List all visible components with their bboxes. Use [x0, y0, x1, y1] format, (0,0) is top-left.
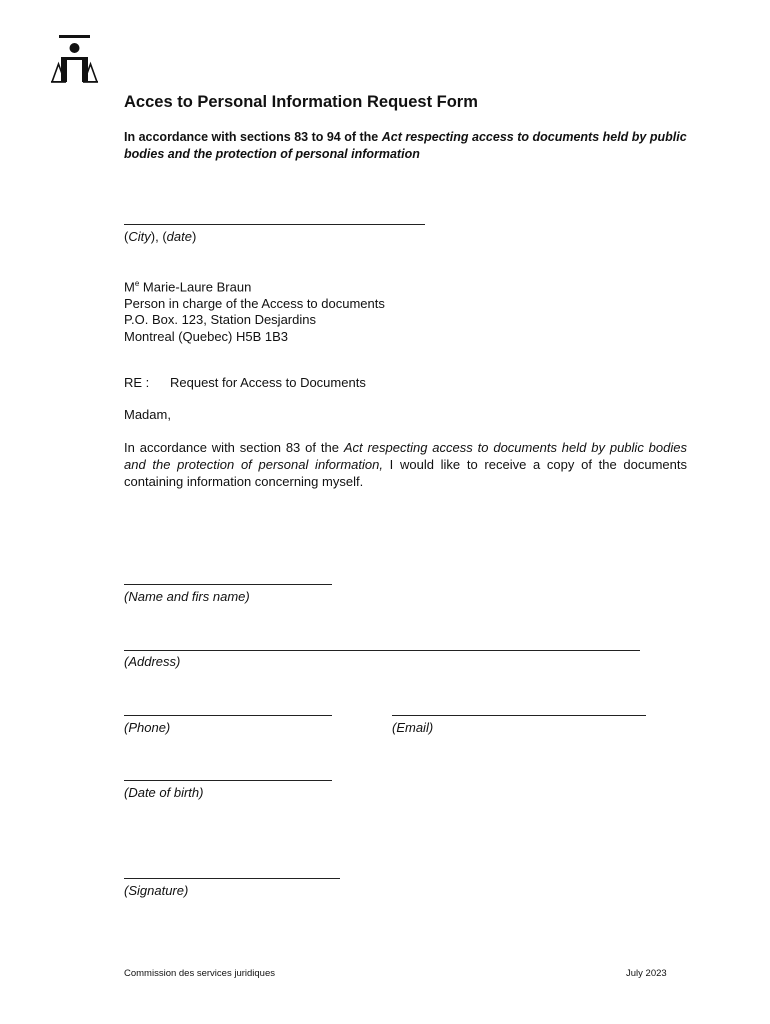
subtitle-act-name: Act respecting access to documents held by public bodies and the protection of personal information [124, 130, 687, 161]
city-label: City [128, 229, 151, 244]
recipient-position: Person in charge of the Access to documents [124, 295, 385, 311]
footer-organization: Commission des services juridiques [124, 968, 275, 979]
phone-field-line[interactable] [124, 715, 332, 716]
date-label: date [166, 229, 192, 244]
city-date-line[interactable] [124, 224, 425, 225]
recipient-pobox: P.O. Box. 123, Station Desjardins [124, 312, 316, 328]
recipient-address [124, 276, 385, 345]
re-label: RE : [124, 375, 150, 390]
address-field-line[interactable] [124, 650, 640, 651]
phone-field-caption: (Phone) [124, 720, 171, 735]
city-date-separator: , [155, 229, 163, 244]
signature-field-caption: (Signature) [124, 883, 189, 898]
dob-field-caption: (Date of birth) [124, 785, 204, 800]
recipient-city: Montreal (Quebec) H5B 1B3 [124, 328, 289, 344]
recipient-name [124, 276, 385, 296]
city-date-caption: (City), (date) [124, 229, 197, 244]
re-subject: Request for Access to Documents [170, 375, 366, 390]
email-field-caption: (Email) [392, 720, 434, 735]
recipient-title-sup: e [134, 279, 140, 288]
salutation: Madam, [124, 407, 171, 422]
organization-logo [50, 33, 102, 85]
signature-field-line[interactable] [124, 878, 340, 879]
body-suffix: I would like to receive a copy of the documents containing information concerning myself. [124, 456, 687, 489]
recipient-title: M [124, 279, 135, 295]
email-field-line[interactable] [392, 715, 646, 716]
body-prefix: In accordance with section 83 of the [124, 440, 344, 455]
footer-date: July 2023 [626, 968, 667, 979]
page-title: Acces to Personal Information Request Form [124, 93, 478, 111]
dob-field-line[interactable] [124, 780, 332, 781]
body-paragraph [124, 440, 687, 490]
name-field-caption: (Name and firs name) [124, 589, 250, 604]
address-field-caption: (Address) [124, 654, 181, 669]
subtitle [124, 129, 704, 163]
scales-of-justice-icon [50, 33, 102, 85]
name-field-line[interactable] [124, 584, 332, 585]
subtitle-prefix: In accordance with sections 83 to 94 of the [124, 130, 382, 144]
recipient-fullname: Marie-Laure Braun [139, 279, 252, 295]
body-act-name: Act respecting access to documents held by public bodies and the protection of personal information, [124, 440, 687, 472]
